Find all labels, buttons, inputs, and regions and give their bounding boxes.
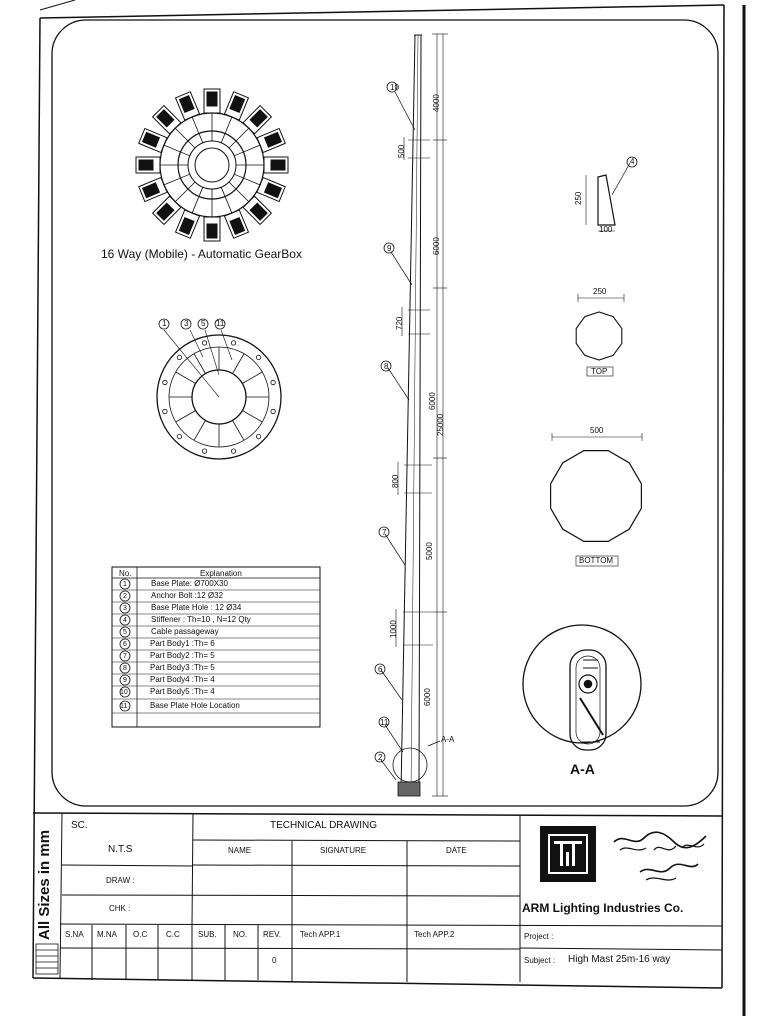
all-sizes-label: All Sizes in mm [36,829,53,940]
mast-callout-6: 6 [378,665,383,674]
table-row-no: 11 [120,703,128,710]
top-view-dim: 250 [593,287,607,296]
col-cc: C.C [166,930,180,939]
dim-25000: 25000 [436,413,445,436]
table-row-text: Base Plate: Ø700X30 [151,579,228,588]
bottom-view-dim: 500 [590,426,604,435]
col-no: NO. [233,930,248,939]
tech-app-1: Tech APP.1 [300,930,341,939]
table-header-no: No. [119,569,132,578]
table-row-text: Part Body3 :Th= 5 [150,663,215,672]
detail-a-a [523,625,641,750]
stiffener-callout: 4 [630,157,635,166]
gearbox-view [136,89,288,241]
col-mna: M.NA [97,930,117,939]
dim-6000-a: 6000 [432,237,441,255]
gearbox-title: 16 Way (Mobile) - Automatic GearBox [101,247,302,261]
technical-drawing-label: TECHNICAL DRAWING [270,820,378,831]
stiffener-width: 100 [599,225,613,234]
dim-800: 800 [391,474,400,488]
base-callout-1: 1 [162,319,167,328]
top-view-label: TOP [591,367,608,376]
mast-callout-2: 2 [378,753,383,762]
base-callout-5: 5 [201,319,206,328]
dim-6000-c: 6000 [423,688,432,706]
base-callout-11: 11 [216,319,225,328]
mast-callout-10: 10 [390,83,399,92]
chk-label: CHK : [109,904,131,913]
persian-calligraphy-logo [610,828,710,888]
table-row-no: 5 [123,629,127,636]
section-marker: A-A [441,735,455,744]
draw-label: DRAW : [106,876,135,885]
table-header-explanation: Explanation [200,569,242,578]
signature-header: SIGNATURE [320,846,367,855]
dim-1000: 1000 [389,620,398,638]
col-oc: O.C [133,930,148,939]
project-label: Project : [524,932,554,941]
dim-4000: 4000 [432,94,441,112]
base-plate-view [157,319,281,459]
dim-720: 720 [395,316,404,330]
table-row-no: 10 [120,689,128,696]
table-row-no: 8 [123,665,127,672]
mast-callout-7: 7 [382,528,387,537]
sc-label: SC. [71,820,88,831]
col-rev: REV. [263,930,281,939]
table-row-no: 1 [123,581,127,588]
tech-app-2: Tech APP.2 [414,930,455,939]
base-callout-3: 3 [184,319,189,328]
subject-value: High Mast 25m-16 way [568,954,671,965]
mast-callout-11: 11 [380,718,389,727]
bottom-view [551,433,642,566]
company-logo-icon [540,826,596,882]
dim-500: 500 [397,144,406,158]
top-view [576,294,624,376]
table-row-no: 2 [123,593,127,600]
table-row-text: Part Body5 :Th= 4 [150,687,215,696]
table-row-text: Anchor Bolt :12 Ø32 [151,591,224,600]
table-row-no: 3 [123,605,127,612]
table-row-no: 7 [123,653,127,660]
col-sub: SUB. [198,930,217,939]
date-header: DATE [446,846,467,855]
table-row-text: Base Plate Hole Location [150,701,240,710]
table-row-no: 4 [123,617,127,624]
table-row-text: Cable passageway [151,627,219,636]
stiffener-height: 250 [574,191,583,205]
dim-6000-b: 6000 [428,392,437,410]
col-sna: S.NA [65,930,84,939]
nts-label: N.T.S [108,844,133,855]
mast-callout-9: 9 [387,244,392,253]
bottom-view-label: BOTTOM [579,556,614,565]
company-name: ARM Lighting Industries Co. [522,901,684,915]
table-row-no: 6 [123,641,127,648]
table-row-text: Part Body1 :Th= 6 [150,639,215,648]
rev-value: 0 [272,956,277,965]
dim-5000: 5000 [425,542,434,560]
table-row-text: Part Body4 :Th= 4 [150,675,215,684]
table-row-text: Part Body2 :Th= 5 [150,651,215,660]
table-row-text: Stiffener : Th=10 , N=12 Qty [151,615,251,624]
stiffener-view [586,157,637,231]
name-header: NAME [228,846,252,855]
table-row-text: Base Plate Hole : 12 Ø34 [151,603,242,612]
detail-label: A-A [570,761,595,777]
mast-callout-8: 8 [384,362,389,371]
subject-label: Subject : [524,956,556,965]
table-row-no: 9 [123,677,127,684]
